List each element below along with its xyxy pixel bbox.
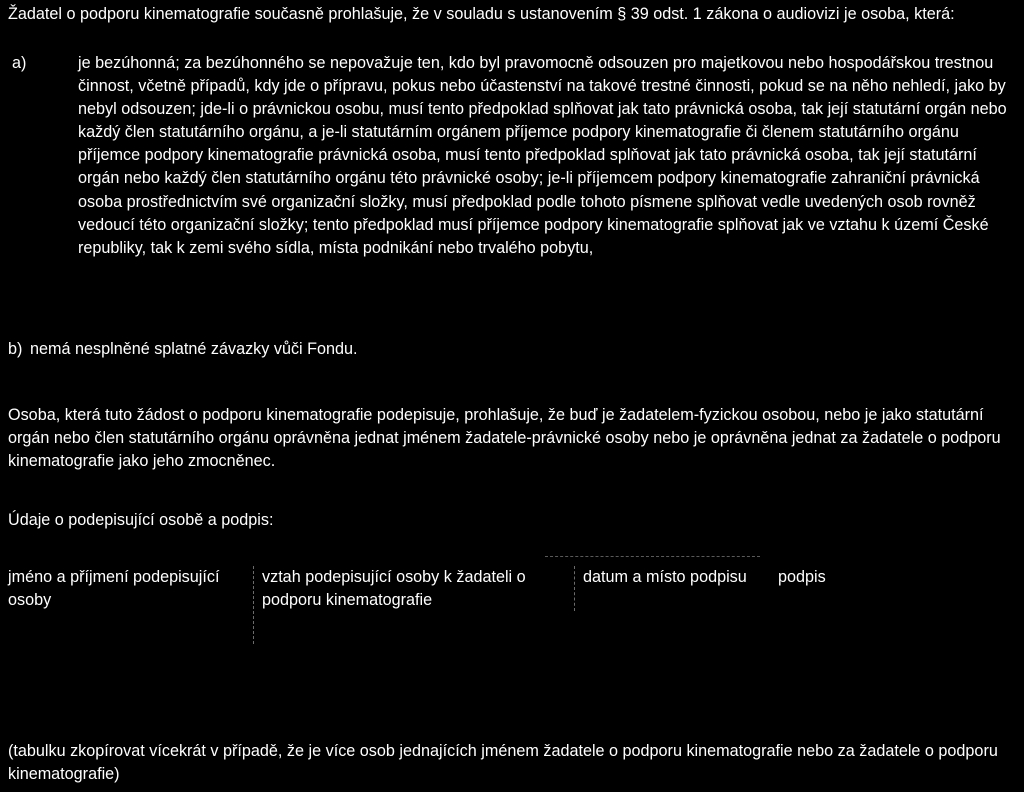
signature-table	[8, 566, 1018, 656]
signatory-details-title: Údaje o podepisující osobě a podpis:	[8, 511, 274, 529]
condition-a-marker: a)	[12, 54, 27, 72]
intro-paragraph: Žadatel o podporu kinematografie současně prohlašuje, že v souladu s ustanovením § 39 odst. 1 zákona o audiovizi je osoba, která:	[8, 5, 955, 23]
condition-b-marker: b)	[8, 340, 23, 358]
table-divider-line	[545, 556, 760, 557]
column-date-place: datum a místo podpisu	[574, 566, 773, 611]
copy-table-note: (tabulku zkopírovat vícekrát v případě, že je více osob jednajících jménem žadatele o podporu kinematografie nebo za žadatele o podporu kinematografie)	[8, 742, 998, 784]
declaration-paragraph: Osoba, která tuto žádost o podporu kinematografie podepisuje, prohlašuje, že buď je žadatelem-fyzickou osobou, nebo je jako statutární orgán nebo člen statutárního orgánu oprávněna jednat jménem žadatele-právnické osoby nebo je oprávněna jednat za žadatele o podporu kinematografie jako jeho zmocněnec.	[8, 406, 1001, 471]
column-name: jméno a příjmení podepisující osoby	[8, 568, 220, 610]
condition-a-text: je bezúhonná; za bezúhonného se nepovažuje ten, kdo byl pravomocně odsouzen pro majetkovou nebo hospodářskou trestnou činnost, včetně případů, kdy jde o přípravu, pokus nebo účastenství na takové trestné činnosti, pokud se na něho nehledí, jako by nebyl odsouzen; jde-li o právnickou osobu, musí tento předpoklad splňovat jak tato právnická osoba, tak její statutární orgán nebo každý člen statutárního orgánu, a je-li statutárním orgánem příjemce podpory kinematografie či členem statutárního orgánu příjemce podpory kinematografie právnická osoba, musí tento předpoklad splňovat jak tato právnická osoba, tak její statutární orgán nebo každý člen statutárního orgánu této právnické osoby; je-li příjemcem podpory kinematografie zahraniční právnická osoba prostřednictvím své organizační složky, musí předpoklad podle tohoto písmene splňovat vedle uvedených osob rovněž vedoucí této organizační složky; tento předpoklad musí příjemce podpory kinematografie splňovat jak ve vztahu k území České republiky, tak k zemi svého sídla, místa podnikání nebo trvalého pobytu,	[78, 54, 1007, 257]
condition-b-text: nemá nesplněné splatné závazky vůči Fondu.	[30, 340, 358, 358]
column-relation: vztah podepisující osoby k žadateli o podporu kinematografie	[253, 566, 562, 644]
column-signature: podpis	[778, 568, 826, 586]
